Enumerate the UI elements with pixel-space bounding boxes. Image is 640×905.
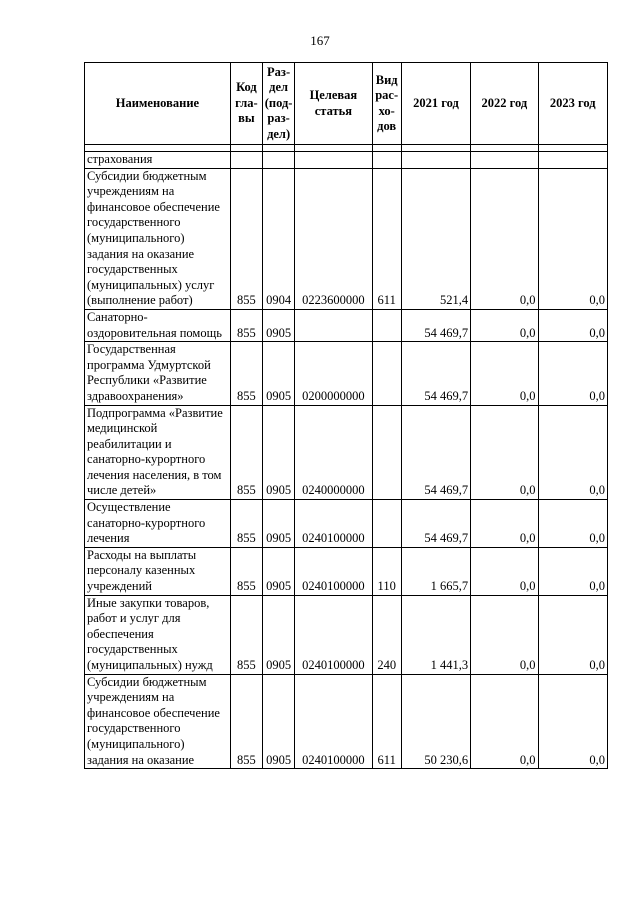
cell-vid: [372, 500, 401, 548]
cell-name: Подпрограмма «Развитие медицинской реабилитации и санаторно-курортного лечения населения, в том числе детей»: [85, 405, 231, 500]
cell-y2021: [401, 152, 470, 169]
cell-y2021: 1 665,7: [401, 547, 470, 595]
cell-name: Санаторно-оздоровительная помощь: [85, 309, 231, 341]
cell-vid: [372, 405, 401, 500]
cell-y2022: 0,0: [471, 168, 538, 309]
cell-target: [295, 152, 372, 169]
header-2022: 2022 год: [471, 63, 538, 145]
cell-razdel: [263, 152, 295, 169]
cell-vid: 611: [372, 674, 401, 769]
cell-y2023: [538, 152, 607, 169]
cell-y2022: 0,0: [471, 595, 538, 674]
cell-y2021: 521,4: [401, 168, 470, 309]
cell-target: 0240100000: [295, 547, 372, 595]
table-row: [85, 168, 608, 309]
cell-y2021: 54 469,7: [401, 500, 470, 548]
cell-y2021: 1 441,3: [401, 595, 470, 674]
cell-y2023: 0,0: [538, 168, 607, 309]
table-row: [85, 309, 608, 341]
cell-y2021: 54 469,7: [401, 405, 470, 500]
cell-target: 0240000000: [295, 405, 372, 500]
cell-y2021: 54 469,7: [401, 309, 470, 341]
cell-y2023: 0,0: [538, 500, 607, 548]
header-name: Наименование: [85, 63, 231, 145]
cell-y2022: 0,0: [471, 674, 538, 769]
header-target: Целевая статья: [295, 63, 372, 145]
cell-name: Субсидии бюджетным учреждениям на финансовое обеспечение государственного (муниципального) задания на оказание: [85, 674, 231, 769]
header-kod-glavy: Код гла- вы: [230, 63, 262, 145]
cell-name: Расходы на выплаты персоналу казенных учреждений: [85, 547, 231, 595]
cell-name: страхования: [85, 152, 231, 169]
cell-y2022: 0,0: [471, 342, 538, 405]
cell-y2022: 0,0: [471, 547, 538, 595]
table-row: [85, 405, 608, 500]
cell-y2022: 0,0: [471, 309, 538, 341]
header-row: [85, 63, 608, 145]
cell-kod: 855: [230, 674, 262, 769]
cell-name: Иные закупки товаров, работ и услуг для обеспечения государственных (муниципальных) нужд: [85, 595, 231, 674]
header-spacer: [85, 145, 608, 152]
budget-table: [84, 62, 608, 769]
cell-target: 0240100000: [295, 595, 372, 674]
cell-kod: 855: [230, 309, 262, 341]
cell-razdel: 0905: [263, 500, 295, 548]
cell-y2023: 0,0: [538, 405, 607, 500]
cell-vid: 240: [372, 595, 401, 674]
table-row: [85, 500, 608, 548]
cell-y2021: 50 230,6: [401, 674, 470, 769]
cell-razdel: 0904: [263, 168, 295, 309]
cell-razdel: 0905: [263, 595, 295, 674]
table-row: [85, 595, 608, 674]
cell-y2023: 0,0: [538, 547, 607, 595]
cell-target: [295, 309, 372, 341]
cell-y2023: 0,0: [538, 342, 607, 405]
table-row: [85, 152, 608, 169]
cell-y2023: 0,0: [538, 674, 607, 769]
cell-name: Государственная программа Удмуртской Республики «Развитие здравоохранения»: [85, 342, 231, 405]
header-vid: Вид рас- хо- дов: [372, 63, 401, 145]
cell-razdel: 0905: [263, 547, 295, 595]
cell-kod: 855: [230, 405, 262, 500]
cell-y2023: 0,0: [538, 309, 607, 341]
cell-vid: 110: [372, 547, 401, 595]
cell-kod: 855: [230, 500, 262, 548]
cell-y2023: 0,0: [538, 595, 607, 674]
header-2023: 2023 год: [538, 63, 607, 145]
cell-razdel: 0905: [263, 405, 295, 500]
cell-razdel: 0905: [263, 309, 295, 341]
cell-vid: [372, 309, 401, 341]
cell-vid: [372, 342, 401, 405]
cell-y2022: 0,0: [471, 405, 538, 500]
cell-target: 0200000000: [295, 342, 372, 405]
cell-razdel: 0905: [263, 674, 295, 769]
header-razdel: Раз- дел (под- раз- дел): [263, 63, 295, 145]
cell-name: Субсидии бюджетным учреждениям на финансовое обеспечение государственного (муниципального) задания на оказание государственных (муниципальных) услуг (выполнение работ): [85, 168, 231, 309]
cell-vid: 611: [372, 168, 401, 309]
table-row: [85, 674, 608, 769]
page-number: 167: [310, 33, 330, 48]
cell-kod: 855: [230, 168, 262, 309]
cell-vid: [372, 152, 401, 169]
cell-target: 0240100000: [295, 674, 372, 769]
cell-name: Осуществление санаторно-курортного лечения: [85, 500, 231, 548]
cell-kod: 855: [230, 595, 262, 674]
table-row: [85, 547, 608, 595]
cell-y2022: 0,0: [471, 500, 538, 548]
header-2021: 2021 год: [401, 63, 470, 145]
cell-target: 0240100000: [295, 500, 372, 548]
cell-razdel: 0905: [263, 342, 295, 405]
table-row: [85, 342, 608, 405]
cell-target: 0223600000: [295, 168, 372, 309]
cell-kod: [230, 152, 262, 169]
cell-y2022: [471, 152, 538, 169]
cell-kod: 855: [230, 342, 262, 405]
cell-kod: 855: [230, 547, 262, 595]
cell-y2021: 54 469,7: [401, 342, 470, 405]
